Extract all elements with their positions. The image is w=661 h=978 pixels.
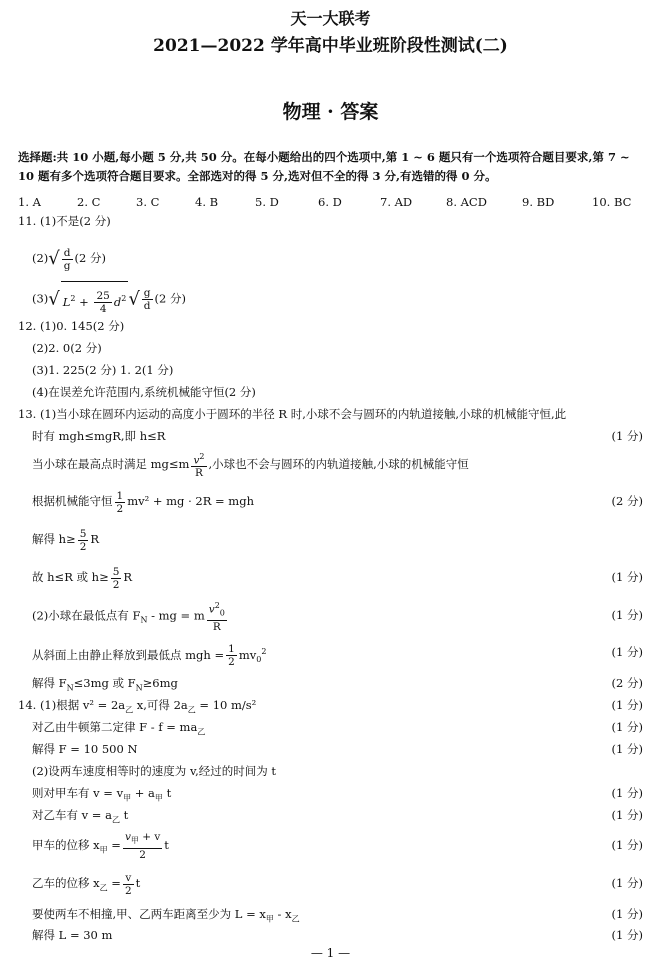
choice-answer: 4. B [195,195,219,209]
q11-part3: (3)√ $L^2$ + $\frac{25}{4}$ $d^2$ √ $\frac{g}{d}$ (2 分) [0,281,661,313]
q14-line: 则对甲车有 $v = v_甲 + a_甲$ t (1 分) [0,782,661,804]
choice-answer: 1. A [18,195,41,209]
score: (2 分) [611,494,643,508]
q13-line: 解得 $F_N\le 3mg$ 或 $F_N\ge 6mg$ (2 分) [0,672,661,694]
choice-answer: 8. ACD [446,195,487,209]
q14-line: 甲车的位移 $x_甲$ = $\frac{v_甲 + v}{2}$ t (1 分) [32,831,643,861]
q12-line: 12. (1)0. 145(2 分) [18,319,125,333]
q14-line: 对乙车有 $v = a_乙$ t (1 分) [0,804,661,826]
q14-line: 乙车的位移 $x_乙$ = $\frac{v}{2}$ t (1 分) [0,868,661,898]
choice-answer: 2. C [77,195,101,209]
choice-instructions: 选择题:共 10 小题,每小题 5 分,共 50 分。在每小题给出的四个选项中,第 1 ~ 6 题只有一个选项符合题目要求,第 7 ~ 10 题有多个选项符合题目要求。全部选对的得 5 分,选对但不全的得 3 分,有选错的得 0 分。 [18,150,630,183]
score: (1 分) [611,907,643,921]
score: (2 分) [611,676,643,690]
score: (1 分) [611,928,643,942]
score: (1 分) [611,645,643,659]
org-title: 天一大联考 [290,9,371,28]
score: (1 分) [611,608,643,622]
q13-line: 时有 mgh≤mgR,即 h≤R (1 分) [0,425,661,447]
q13-line: 解得 h≥ $\frac{5}{2}$ R [32,527,100,553]
q13-line: 从斜面上由静止释放到最低点 mgh = $\frac{1}{2}$ $mv_0^2$ (1 分) [0,638,661,666]
score: (1 分) [611,742,643,756]
q12-line: (3)1. 225(2 分) 1. 2(1 分) [32,363,174,377]
choice-answer: 3. C [136,195,160,209]
q14-line: 解得 L = 30 m (1 分) [0,924,661,946]
q12-line: (4)在误差允许范围内,系统机械能守恒(2 分) [32,385,256,399]
choice-answer: 5. D [255,195,279,209]
score: (1 分) [611,698,643,712]
q13-line: 13. (1)当小球在圆环内运动的高度小于圆环的半径 R 时,小球不会与圆环的内轨道接触,小球的机械能守恒,此 [18,407,567,421]
page-number: — 1 — [310,946,351,960]
choice-answer-row [0,192,661,212]
q13-line: 故 h≤R 或 h≥ $\frac{5}{2}$ R (1 分) [0,563,661,591]
q13-line: 当小球在最高点时满足 mg≤m $\frac{v^2}{R}$ ,小球也不会与圆环的内轨道接触,小球的机械能守恒 [32,451,469,480]
choice-answer: 6. D [318,195,342,209]
score: (1 分) [611,570,643,584]
q14-line: 对乙由牛顿第二定律 $F - f = ma_乙$ (1 分) [0,716,661,738]
choice-answer: 10. BC [592,195,632,209]
q14-line: 要使两车不相撞,甲、乙两车距离至少为 $L = x_甲 - x_乙$ (1 分) [0,903,661,925]
q12-line: (2)2. 0(2 分) [32,341,102,355]
score: (1 分) [611,720,643,734]
choice-answer: 7. AD [380,195,413,209]
choice-answer: 9. BD [522,195,555,209]
q14-line: (2)设两车速度相等时的速度为 v,经过的时间为 t [32,764,277,778]
exam-title: 2021—2022 学年高中毕业班阶段性测试(二) [153,36,508,56]
score: (1 分) [611,786,643,800]
score: (1 分) [611,838,643,852]
subject-title: 物理 · 答案 [282,101,379,123]
q13-line: (2)小球在最低点有 $F_N$ - mg = m $\frac{v^2_0}{R}$ (1 分) [32,601,643,633]
q14-line: 解得 F = 10 500 N (1 分) [0,738,661,760]
score: (1 分) [611,876,643,890]
q13-line: 根据机械能守恒 $\frac{1}{2}$ mv² + mg · 2R = mgh (2 分) [0,487,661,515]
q11-part2: (2)√ $\frac{d}{g}$ (2 分) [32,246,106,272]
q14-line: 14. (1)根据 $v^2 = 2a_乙$ x,可得 $2a_乙 = 10$ m/s² (1 分) [0,694,661,716]
q11-part1: 11. (1)不是(2 分) [18,214,111,228]
score: (1 分) [611,808,643,822]
score: (1 分) [611,429,643,443]
